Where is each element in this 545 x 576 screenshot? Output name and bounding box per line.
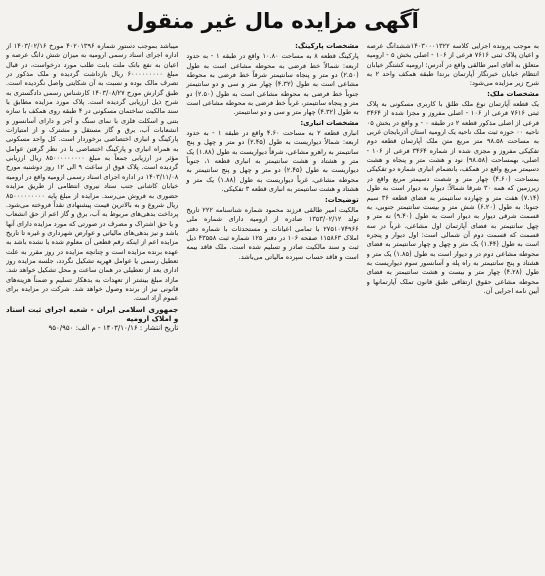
auction-terms: میباشد بموجب دستور شماره ۴۰۲۰۱۳۹۶ مورخ ۱۴۰۳/۰۲/۱۶ از اداره اجرای اسناد رسمی ارومیه به میزان شش دانگ عرصه و اعیان به نفع بانک ملت بابت طلب مورد درخواست، در قبال مبلغ ۶۰۰۰۰۰۰۰۰۰ ریال بازداشت گردیده و ملک مذکور در تصرف مالک بوده و نسبت به آن شکایتی واصل نگردیده است. طبق گزارش مورخ ۱۴۰۳/۰۸/۲۷ کارشناس رسمی دادگستری به شرح ذیل ارزیابی گردیده است. پلاک مورد مزایده مطابق با سند مالکیت ساختمان مسکونی در ۴ طبقه روی همکف با سازه بتنی و اسکلت فلزی با نمای سنگ و آجر و دارای آسانسور و انشعابات آب، برق و گاز مستقل و مشترک و از امتیازات پارکینگ و انباری اختصاصی برخوردار است. کل واحد مسکونی به همراه انباری و پارکینگ اختصاصی با در نظر گرفتن عوامل مؤثر در ارزیابی جمعاً به مبلغ ۸۵۰۰۰۰۰۰۰۰۰ ریال ارزیابی گردیده است. پلاک فوق از ساعت ۹ الی ۱۲ روز دوشنبه مورخ ۱۴۰۳/۱۱/۰۸ در اداره اجرای اسناد رسمی ارومیه واقع در ارومیه خیابان کاشانی جنب ستاد نیروی انتظامی از طریق مزایده حضوری به فروش می‌رسد. مزایده از مبلغ پایه ۸۵۰۰۰۰۰۰۰۰۰ ریال شروع و به بالاترین قیمت پیشنهادی نقداً فروخته می‌شود. پرداخت بدهی‌های مربوط به آب، برق و گاز اعم از حق انشعاب و یا حق اشتراک و مصرف در صورتی که مورد مزایده دارای آنها باشد و نیز بدهی‌های مالیاتی و عوارض شهرداری و غیره تا تاریخ مزایده اعم از اینکه رقم قطعی آن معلوم شده یا نشده باشد به عهده برنده مزایده است و چنانچه مزایده در روز مقرر به علت تعطیل رسمی یا عوامل قهریه تشکیل نگردد، جلسه مزایده روز اداری بعد از تعطیلی در همان ساعت و محل تشکیل خواهد شد. مازاد مبلغ بیشتر از تعهدات به بدهکار تسلیم و ضمناً هزینه‌های قانونی نیز از برنده وصول خواهد شد. شرکت در مزایده برای عموم آزاد است.	[6, 42, 179, 303]
issuer-footer: جمهوری اسلامی ایران - شعبه اجرای ثبت اسناد و املاک ارومیه	[6, 304, 179, 323]
right-column	[367, 42, 539, 572]
property-heading: مشخصات ملک:	[487, 89, 539, 98]
intro-paragraph: به موجب پرونده اجرایی کلاسه ۱۴۰۳۰۰۰۱۳۲۲ششدانگ عرصه و اعیان پلاک ثبتی ۷۶۱۶ فرعی از ۱۰۶ - اصلی بخش ۵ - ارومیه متعلق به آقای امیر طالقی واقع در آدرس: ارومیه کشتگر خیابان انتظام خیابان خبرنگار آپارتمان برندا طبقه همکف واحد ۲ به شرح زیر مزایده می‌شود:	[366, 42, 539, 88]
notice-title: آگهی مزایده مال غیر منقول	[126, 9, 419, 33]
parking-heading: مشخصات پارکینگ:	[295, 42, 359, 50]
property-description: یک قطعه آپارتمان نوع ملک طلق با کاربری مسکونی به پلاک ثبتی ۷۶۱۶ فرعی از ۱۰۶ - اصلی مفروز و مجزا شده از ۳۴۶۴ فرعی از اصلی مذکور قطعه ۲ در طبقه ۰ - و واقع در بخش ۰۵ ناحیه ۰۰ حوزه ثبت ملک ناحیه یک ارومیه استان آذربایجان غربی به مساحت ۹۸.۵۸ متر مربع متن ملک آپارتمان قطعه دوم تفکیکی مفروز و مجزی شده از شماره ۳۴۶۴ فرعی از ۱۰۶ - اصلی، بهمساحت (۹۸.۵۸) نود و هشت متر و پنجاه و هشت دسیمتر مربع واقع در همکف، بانضمام انباری شماره دو تفکیکی بمساحت (۴.۶۰) چهار متر و شصت دسیمتر مربع واقع در زیرزمین که همه ۳۰ شرقا شمالاً: دیوار به دیوار است به طول (۷.۱۴) هفت متر و چهارده سانتیمتر به فضای قطعه ۳۶ سیم جنوبا: به طول (۶.۲۰) شش متر و بیست سانتیمتر جنوبی، به قسمت شرقی دیوار به دیوار است به طول (۹.۴۰) نه متر و چهل سانتیمتر به فضای آپارتمان اول مشاعی، غرباً در سه قسمت که قسمت دوم آن شمالی است: اول دیوار و پنجره است به طول (۱.۴۴) یک متر و چهل و چهار سانتیمتر به فضای محوطه مشاعی دوم در و دیوار است به طول (۱.۸۵) یک متر و هشتاد و پنج سانتیمتر به راه پله و آسانسور سوم دیواریست به طول (۴.۲۸) چهار متر و بیست و هشت سانتیمتر به فضای محوطه مشاعی حقوق ارتفاقی طبق قانون تملک آپارتمانها و آیین نامه اجرایی آن.	[366, 100, 539, 295]
middle-column	[186, 42, 358, 572]
ownership-description: مالکیت امیر طالقی فرزند محمود شماره شناسنامه ۲۲۲ تاریخ تولد ۱۳۵۳/۰۲/۱۲ صادره از ارومیه دارای شماره ملی ۲۷۵۱۰۷۴۹۶۶ با تمامی اعیانات و مستحدثات با شماره دفتر املاک ۱۱۵۸۶۳ صفحه ۱۰۶ در دفتر ۱۲۵ شماره ثبت ۴۳۵۵۸ ذیل ثبت و سند مالکیت صادر و تسلیم شده است. ملک فاقد بیمه است و فاقد حساب سپرده مالیاتی می‌باشد.	[186, 205, 359, 261]
notes-heading: توضیحات:	[325, 195, 359, 204]
storage-description: انباری قطعه ۲ به مساحت ۴.۶۰ واقع در طبقه ۱ - به حدود اربعه: شمالاً دیواریست به طول (۲.۴۵) دو متر و چهل و پنج سانتیمتر به راهرو مشاعی، شرقاً دیواریست به طول (۱.۸۸) یک متر و هشتاد و هشت سانتیمتر به انباری قطعه ۱، جنوباً دیواریست به طول (۲.۴۵) دو متر و چهل و پنج سانتیمتر به محوطه مشاعی، غرباً دیواریست به طول (۱.۸۸) یک متر و هشتاد و هشت سانتیمتر به انباری قطعه ۳ تفکیکی.	[186, 129, 359, 194]
storage-heading: مشخصات انباری:	[300, 118, 359, 127]
parking-description: پارکینگ قطعه ۸ به مساحت ۱۰.۸۰ واقع در طبقه ۱ - به حدود اربعه: شمالاً خط فرضی به محوطه مشاعی است به طول (۲.۵۰) دو متر و پنجاه سانتیمتر شرقاً خط فرضی به محوطه مشاعی است به طول (۴.۳۲) چهار متر و سی و دو سانتیمتر جنوباً خط فرضی به محوطه مشاعی است به طول (۲.۵۰) دو متر و پنجاه سانتیمتر، غرباً خط فرضی به محوطه مشاعی است به طول (۴.۳۲) چهار متر و سی و دو سانتیمتر.	[186, 52, 359, 117]
publication-code: تاریخ انتشار : ۱۴۰۳/۱۰/۱۶ - م الف: ۹۵۰/۹۵۰	[48, 324, 179, 333]
notice-columns	[6, 42, 539, 572]
left-column	[6, 42, 178, 572]
